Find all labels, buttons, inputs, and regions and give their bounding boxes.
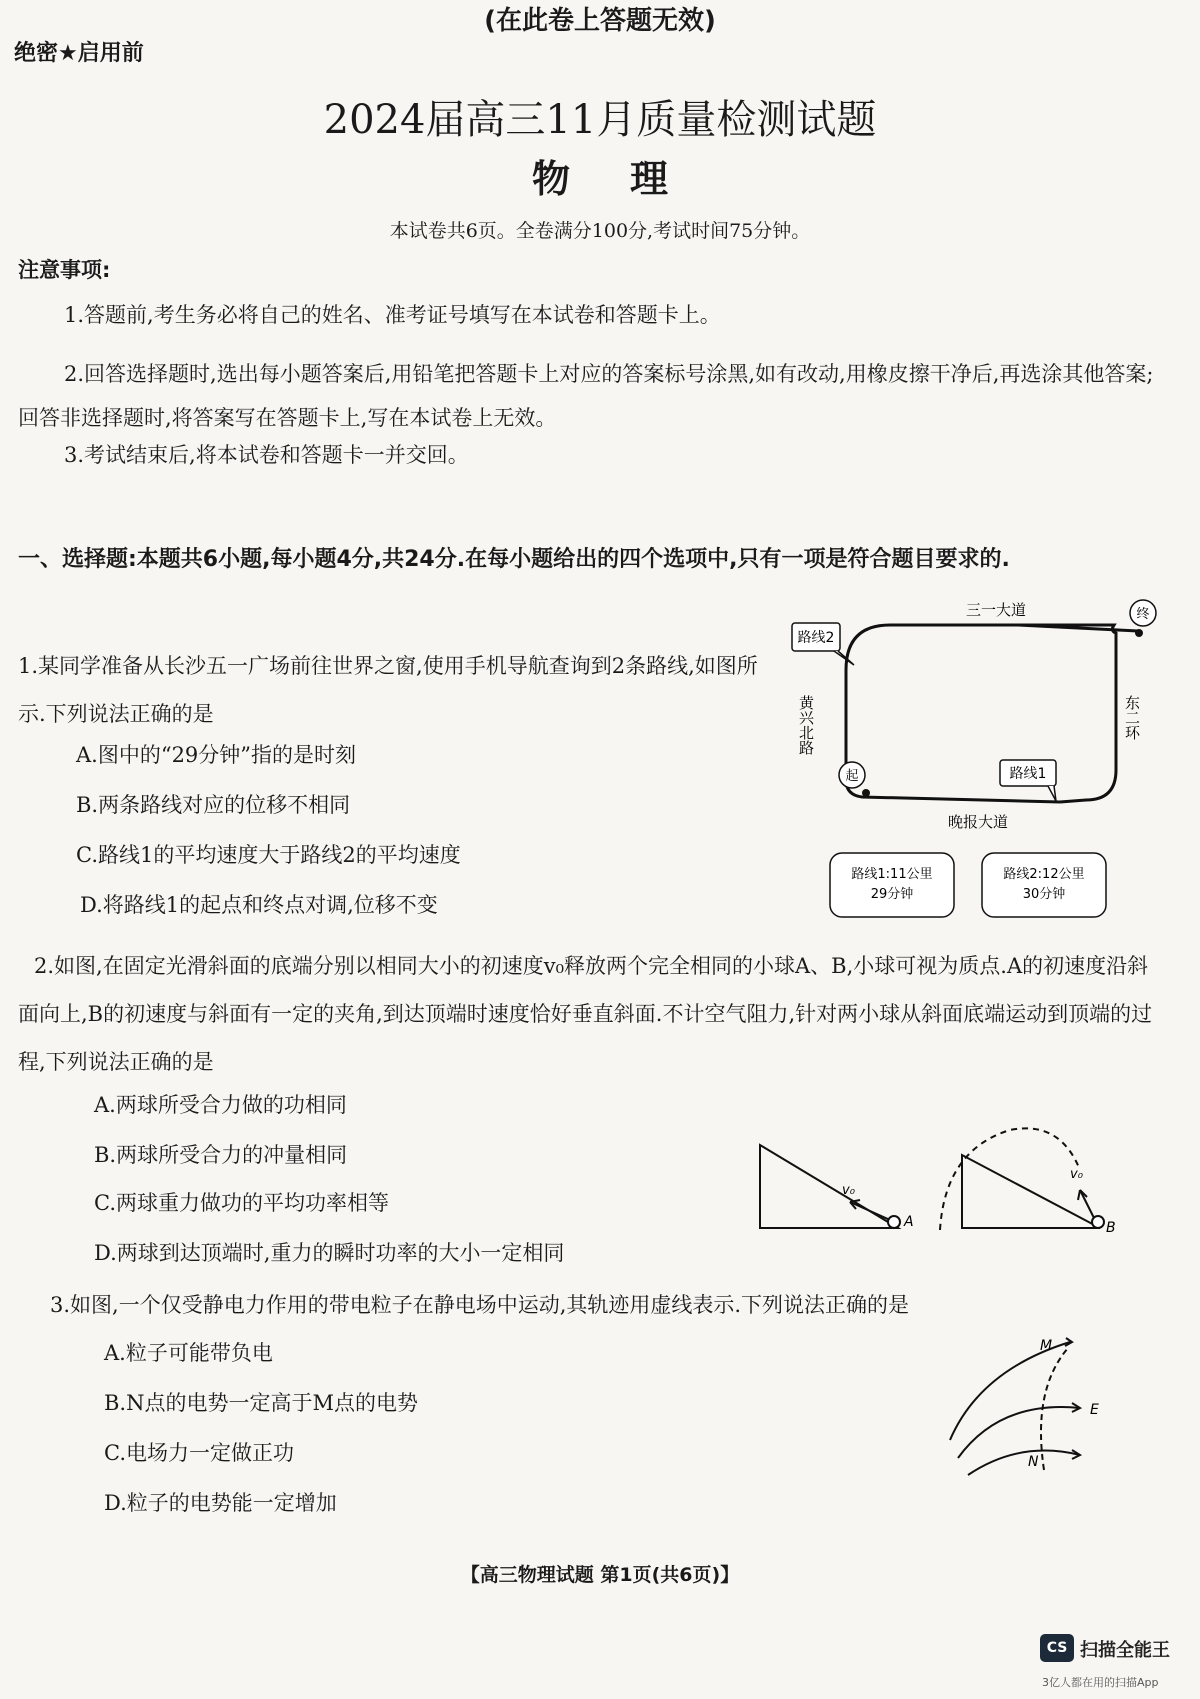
start-label: 起	[845, 769, 859, 784]
scanner-title: 扫描全能王	[1080, 1640, 1170, 1661]
point-m-label: M	[1040, 1338, 1053, 1354]
subject-title: 物理	[531, 156, 728, 201]
route-2-path	[846, 625, 1138, 780]
end-point	[1135, 629, 1143, 637]
notice-item-3: 3.考试结束后,将本试卷和答题卡一并交回。	[64, 443, 469, 467]
route-2-summary-line1: 路线2:12公里	[1003, 867, 1085, 882]
page-footer: 【高三物理试题 第1页(共6页)】	[460, 1564, 740, 1586]
q2-option-b: B.两球所受合力的冲量相同	[94, 1143, 348, 1167]
scanner-logo-icon: CS	[1040, 1634, 1074, 1662]
field-e-label: E	[1090, 1402, 1099, 1418]
q1-option-b: B.两条路线对应的位移不相同	[76, 793, 351, 817]
route-1-summary-line2: 29分钟	[870, 887, 914, 902]
ball-b-label: B	[1106, 1220, 1116, 1236]
q2-option-d: D.两球到达顶端时,重力的瞬时功率的大小一定相同	[94, 1241, 565, 1265]
route-1-summary-line1: 路线1:11公里	[851, 867, 933, 882]
ball-b	[1092, 1216, 1104, 1228]
road-right-label: 东二环	[1123, 695, 1141, 740]
notice-item-2: 2.回答选择题时,选出每小题答案后,用铅笔把答题卡上对应的答案标号涂黑,如有改动,用橡皮擦干净后,再选涂其他答案;回答非选择题时,将答案写在答题卡上,写在本试卷上无效。	[18, 362, 1154, 430]
top-note: (在此卷上答题无效)	[484, 6, 716, 36]
road-top-label: 三一大道	[966, 601, 1027, 619]
route-2-tag: 路线2	[797, 630, 835, 646]
q2-option-a: A.两球所受合力做的功相同	[94, 1093, 347, 1117]
field-line-3	[968, 1451, 1080, 1476]
v0-label-b: v₀	[1070, 1167, 1083, 1182]
v0-label-a: v₀	[842, 1183, 855, 1198]
end-label: 终	[1136, 607, 1150, 622]
incline-a	[760, 1145, 898, 1228]
q3-field-figure	[940, 1330, 1140, 1480]
q3-option-a: A.粒子可能带负电	[104, 1341, 273, 1365]
exam-info: 本试卷共6页。全卷满分100分,考试时间75分钟。	[389, 220, 811, 242]
ball-a-label: A	[904, 1214, 914, 1230]
scanner-subtitle: 3亿人都在用的扫描App	[1042, 1676, 1159, 1689]
route-1-summary-box	[830, 853, 954, 917]
road-bottom-label: 晚报大道	[948, 813, 1009, 831]
q3-option-b: B.N点的电势一定高于M点的电势	[104, 1391, 418, 1415]
q1-option-c: C.路线1的平均速度大于路线2的平均速度	[76, 843, 461, 867]
q3-option-d: D.粒子的电势能一定增加	[104, 1491, 337, 1515]
notice-item-1: 1.答题前,考生务必将自己的姓名、准考证号填写在本试卷和答题卡上。	[64, 303, 721, 327]
q2-incline-figure	[750, 1110, 1130, 1240]
road-left-label: 黄兴北路	[797, 695, 815, 755]
q1-route-map	[780, 595, 1180, 935]
point-n-label: N	[1028, 1454, 1039, 1470]
scanner-watermark	[1040, 1634, 1190, 1694]
q2-stem: 2.如图,在固定光滑斜面的底端分别以相同大小的初速度v₀释放两个完全相同的小球A、B,小球可视为质点.A的初速度沿斜面向上,B的初速度与斜面有一定的夹角,到达顶端时速度恰好垂直斜面.不计空气阻力,针对两小球从斜面底端运动到顶端的过程,下列说法正确的是	[18, 954, 1153, 1074]
field-line-2	[958, 1407, 1080, 1458]
velocity-a-arrow	[850, 1202, 890, 1220]
q1-option-d: D.将路线1的起点和终点对调,位移不变	[80, 893, 438, 917]
secret-label: 绝密★启用前	[14, 41, 144, 66]
route-1-tag: 路线1	[1009, 766, 1047, 782]
q3-stem: 3.如图,一个仅受静电力作用的带电粒子在静电场中运动,其轨迹用虚线表示.下列说法正确的是	[50, 1293, 910, 1317]
ball-a	[888, 1216, 900, 1228]
q1-stem: 1.某同学准备从长沙五一广场前往世界之窗,使用手机导航查询到2条路线,如图所示.下列说法正确的是	[18, 654, 758, 726]
notice-heading: 注意事项:	[18, 258, 111, 282]
route-2-summary-line2: 30分钟	[1022, 887, 1066, 902]
route-2-summary-box	[982, 853, 1106, 917]
field-line-1	[950, 1342, 1070, 1440]
q1-option-a: A.图中的“29分钟”指的是时刻	[76, 743, 357, 767]
start-point	[862, 789, 870, 797]
q2-option-c: C.两球重力做功的平均功率相等	[94, 1191, 389, 1215]
velocity-b-arrow	[1080, 1190, 1095, 1220]
q3-option-c: C.电场力一定做正功	[104, 1441, 294, 1465]
exam-title: 2024届高三11月质量检测试题	[323, 97, 877, 143]
section-heading: 一、选择题:本题共6小题,每小题4分,共24分.在每小题给出的四个选项中,只有一项是符合题目要求的.	[18, 547, 1010, 572]
